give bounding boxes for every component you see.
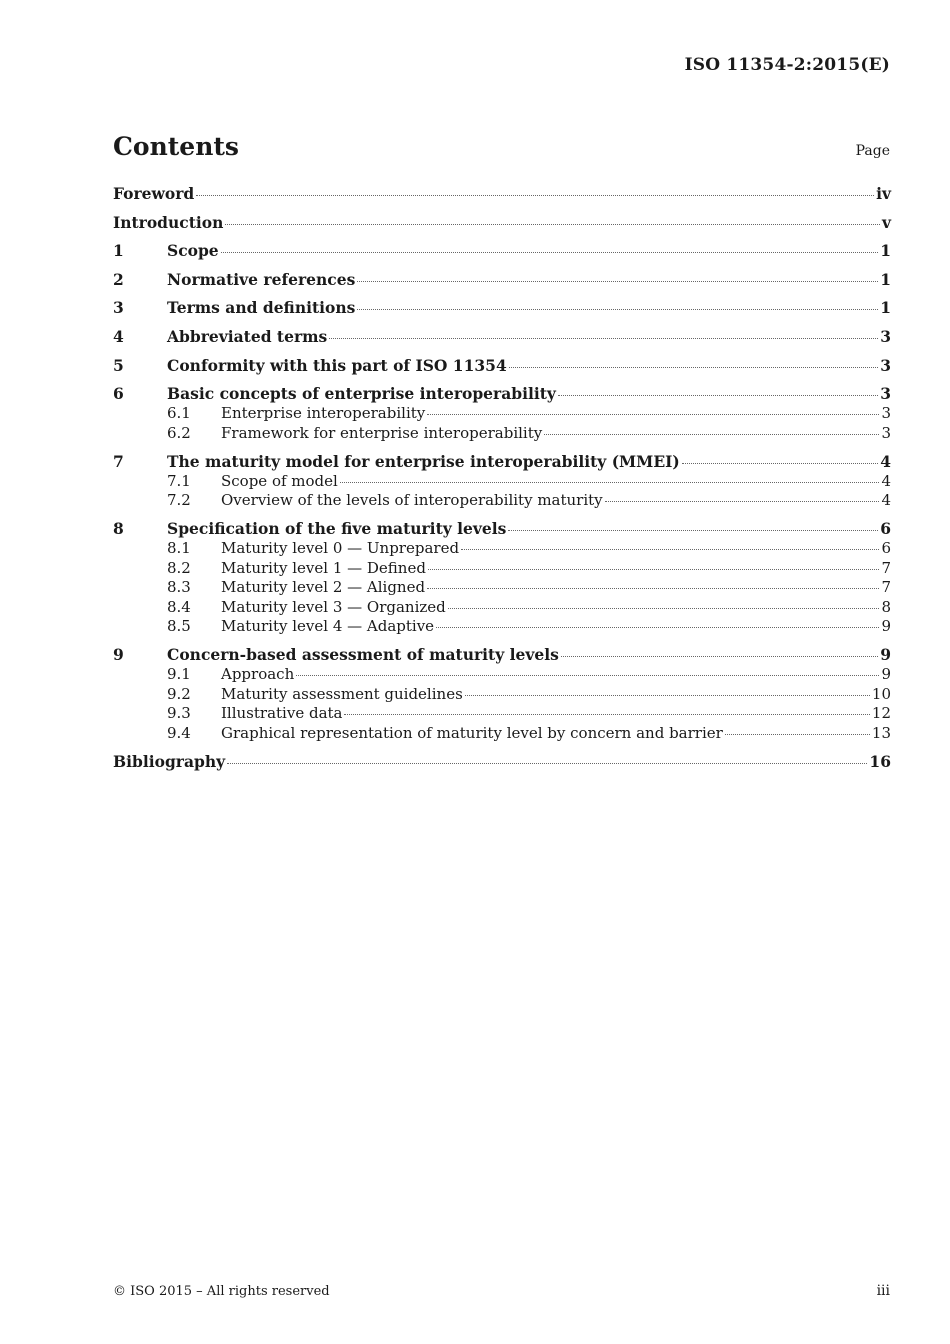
dot-leader bbox=[558, 395, 878, 396]
toc-entry-number: 8.2 bbox=[167, 558, 191, 577]
toc-entry-title: Maturity level 2 — Aligned bbox=[221, 578, 426, 597]
toc-entry-number: 6 bbox=[113, 384, 124, 404]
document-id: ISO 11354-2:2015(E) bbox=[684, 55, 890, 75]
toc-entry[interactable] bbox=[113, 598, 891, 618]
toc-entry-page: 6 bbox=[881, 539, 891, 558]
dot-leader bbox=[561, 656, 878, 657]
toc-entry-page: 1 bbox=[880, 241, 891, 261]
dot-leader bbox=[448, 608, 880, 609]
toc-entry[interactable] bbox=[113, 724, 891, 744]
toc-entry-page: 4 bbox=[881, 491, 891, 510]
toc-entry-page: 4 bbox=[880, 451, 891, 471]
dot-leader bbox=[296, 675, 879, 676]
toc-entry-title: Concern-based assessment of maturity levels bbox=[167, 645, 559, 665]
toc-entry-title: Overview of the levels of interoperability maturity bbox=[221, 491, 603, 510]
dot-leader bbox=[344, 714, 869, 715]
dot-leader bbox=[509, 367, 878, 368]
toc-entry-number: 6.1 bbox=[167, 404, 191, 423]
dot-leader bbox=[436, 627, 879, 628]
dot-leader bbox=[357, 281, 878, 282]
copyright-notice: © ISO 2015 – All rights reserved bbox=[113, 1284, 330, 1299]
toc-entry-page: 3 bbox=[880, 355, 891, 375]
toc-entry[interactable] bbox=[113, 298, 891, 318]
toc-entry-page: iv bbox=[876, 184, 891, 203]
toc-entry-title: Abbreviated terms bbox=[167, 326, 328, 346]
toc-entry-page: 13 bbox=[871, 723, 891, 742]
toc-entry-title: Maturity level 4 — Adaptive bbox=[221, 617, 435, 636]
toc-entry-page: 9 bbox=[881, 617, 891, 636]
toc-entry-page: 7 bbox=[881, 558, 891, 577]
dot-leader bbox=[465, 695, 870, 696]
toc-entry-page: 9 bbox=[881, 665, 891, 684]
toc-entry-number: 8 bbox=[113, 519, 124, 539]
dot-leader bbox=[357, 309, 878, 310]
toc-entry[interactable] bbox=[113, 578, 891, 598]
dot-leader bbox=[725, 734, 870, 735]
toc-entry-title: Basic concepts of enterprise interoperability bbox=[167, 384, 556, 404]
toc-entry-page: 9 bbox=[880, 645, 891, 665]
toc-entry[interactable] bbox=[113, 519, 891, 539]
toc-entry-title: Conformity with this part of ISO 11354 bbox=[167, 355, 507, 375]
toc-entry[interactable] bbox=[113, 617, 891, 637]
dot-leader bbox=[227, 763, 867, 764]
dot-leader bbox=[221, 252, 879, 253]
toc-entry-title: Maturity level 0 — Unprepared bbox=[221, 539, 460, 558]
dot-leader bbox=[427, 414, 879, 415]
toc-entry-title: Bibliography bbox=[113, 752, 226, 772]
toc-entry-page: 3 bbox=[880, 326, 891, 346]
toc-entry[interactable] bbox=[113, 452, 891, 472]
toc-entry-title: Enterprise interoperability bbox=[221, 404, 426, 423]
toc-entry-number: 7.1 bbox=[167, 471, 191, 490]
toc-entry-title: Scope of model bbox=[221, 471, 338, 490]
toc-entry[interactable] bbox=[113, 213, 891, 233]
toc-entry-title: Terms and definitions bbox=[167, 298, 356, 318]
toc-entry-title: Introduction bbox=[113, 212, 224, 232]
toc-entry-title: Maturity assessment guidelines bbox=[221, 684, 463, 703]
toc-entry-number: 9.1 bbox=[167, 665, 191, 684]
toc-entry-title: Normative references bbox=[167, 269, 356, 289]
toc-entry-number: 9.2 bbox=[167, 684, 191, 703]
toc-entry-title: Scope bbox=[167, 241, 219, 261]
toc-entry-number: 8.3 bbox=[167, 578, 191, 597]
toc-entry[interactable] bbox=[113, 241, 891, 261]
toc-entry[interactable] bbox=[113, 559, 891, 579]
dot-leader bbox=[428, 569, 880, 570]
toc-entry-page: v bbox=[881, 212, 891, 232]
dot-leader bbox=[461, 549, 879, 550]
dot-leader bbox=[340, 482, 880, 483]
toc-entry-page: 3 bbox=[880, 384, 891, 404]
toc-entry-title: Illustrative data bbox=[221, 704, 343, 723]
toc-entry[interactable] bbox=[113, 539, 891, 559]
toc-entry[interactable] bbox=[113, 665, 891, 685]
toc-entry-page: 7 bbox=[881, 578, 891, 597]
toc-entry[interactable] bbox=[113, 356, 891, 376]
toc-entry-page: 1 bbox=[880, 298, 891, 318]
toc-entry-title: The maturity model for enterprise interoperability (MMEI) bbox=[167, 451, 680, 471]
toc-entry[interactable] bbox=[113, 404, 891, 424]
toc-entry-number: 2 bbox=[113, 269, 124, 289]
toc-entry[interactable] bbox=[113, 645, 891, 665]
toc-entry-page: 3 bbox=[881, 423, 891, 442]
toc-entry-title: Specification of the five maturity levels bbox=[167, 519, 507, 539]
toc-entry-number: 8.4 bbox=[167, 597, 191, 616]
toc-entry-number: 9 bbox=[113, 645, 124, 665]
page-column-label: Page bbox=[855, 143, 890, 159]
dot-leader bbox=[427, 588, 879, 589]
toc-entry-page: 3 bbox=[881, 404, 891, 423]
toc-entry[interactable] bbox=[113, 184, 891, 204]
toc-entry-page: 6 bbox=[880, 519, 891, 539]
toc-entry[interactable] bbox=[113, 270, 891, 290]
toc-entry-page: 16 bbox=[869, 752, 891, 772]
toc-entry-number: 5 bbox=[113, 355, 124, 375]
dot-leader bbox=[508, 530, 878, 531]
toc-entry-page: 12 bbox=[871, 704, 891, 723]
toc-entry-number: 4 bbox=[113, 326, 124, 346]
toc-entry[interactable] bbox=[113, 491, 891, 511]
toc-entry[interactable] bbox=[113, 685, 891, 705]
page-number: iii bbox=[876, 1283, 890, 1299]
toc-entry[interactable] bbox=[113, 704, 891, 724]
toc-entry-title: Framework for enterprise interoperability bbox=[221, 423, 543, 442]
toc-entry[interactable] bbox=[113, 472, 891, 492]
toc-entry-number: 8.5 bbox=[167, 617, 191, 636]
dot-leader bbox=[682, 463, 878, 464]
dot-leader bbox=[329, 338, 878, 339]
toc-entry[interactable] bbox=[113, 384, 891, 404]
table-of-contents bbox=[113, 184, 891, 772]
toc-entry-number: 7 bbox=[113, 451, 124, 471]
toc-entry[interactable] bbox=[113, 327, 891, 347]
toc-entry-number: 7.2 bbox=[167, 491, 191, 510]
toc-entry-title: Foreword bbox=[113, 184, 195, 203]
toc-entry-page: 10 bbox=[871, 684, 891, 703]
toc-entry-title: Approach bbox=[221, 665, 295, 684]
toc-entry-page: 4 bbox=[881, 471, 891, 490]
toc-entry-number: 1 bbox=[113, 241, 124, 261]
toc-entry-title: Maturity level 1 — Defined bbox=[221, 558, 426, 577]
toc-entry-number: 8.1 bbox=[167, 539, 191, 558]
dot-leader bbox=[196, 195, 874, 196]
toc-entry-number: 9.3 bbox=[167, 704, 191, 723]
toc-entry-title: Graphical representation of maturity level by concern and barrier bbox=[221, 723, 723, 742]
toc-entry[interactable] bbox=[113, 424, 891, 444]
dot-leader bbox=[544, 434, 879, 435]
toc-entry-page: 8 bbox=[881, 597, 891, 616]
toc-entry-number: 9.4 bbox=[167, 723, 191, 742]
toc-entry-number: 3 bbox=[113, 298, 124, 318]
toc-entry-title: Maturity level 3 — Organized bbox=[221, 597, 446, 616]
dot-leader bbox=[225, 224, 880, 225]
toc-entry[interactable] bbox=[113, 752, 891, 772]
toc-entry-page: 1 bbox=[880, 269, 891, 289]
page-title: Contents bbox=[113, 132, 240, 161]
dot-leader bbox=[605, 501, 880, 502]
toc-entry-number: 6.2 bbox=[167, 423, 191, 442]
